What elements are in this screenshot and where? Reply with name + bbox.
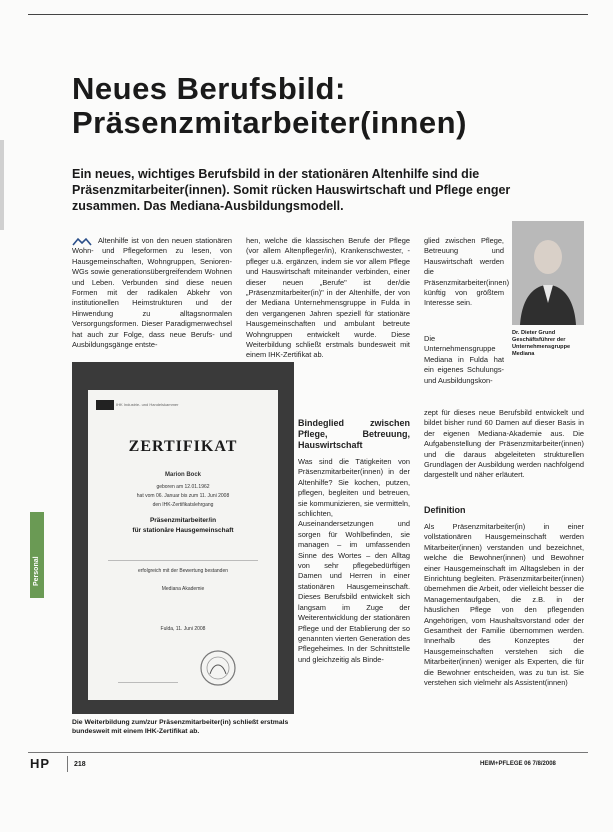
certificate-document [88,390,278,700]
certificate-title: ZERTIFIKAT [128,438,238,455]
certificate-signature-line [118,682,178,683]
column-2 [246,236,410,367]
col3-paragraph-3: zept für dieses neue Berufsbild entwickelt und bildet bisher rund 60 Damen auf dieser Basis in der eigenen Mediana-Akademie aus. Die Aufgabenstellung der Präsenzmitarbeiter(innen) und die daraus abgeleiteten strukturellen Grundlagen der Ausbildung werden nachfolgend dargestellt und näher erläutert. [424,408,584,480]
photo-caption-role: Geschäftsführer der Unternehmensgruppe Mediana [512,337,571,357]
top-rule [28,14,588,15]
col3-paragraph-2: Die Unternehmensgruppe Mediana in Fulda hat ein eigenes Schulungs- und Ausbildungskon- [424,334,504,385]
column-3-wide [424,408,584,487]
certificate-period: hat vom 06. Januar bis zum 11. Juni 2008 [136,493,230,499]
scan-edge-mark [0,140,4,230]
photo-caption [512,330,588,358]
footer-logo: HP [30,756,51,771]
column-3-definition [424,505,584,695]
column-3-mid [424,334,504,392]
certificate-place: Fulda, 11. Juni 2008 [160,626,206,632]
column-3-top [424,236,510,315]
section-heading-definition: Definition [424,505,466,515]
col2b-paragraph: Was sind die Tätigkeiten von Präsenzmitarbeiter(innen) in der Altenhilfe? Sie kochen, putzen, pflegen, begleiten und betreuen, sie kommunizieren, sie vermitteln, schlichten, Auseinandersetzungen und sorgen für Wohlbefinden, sie managen – im umfassenden Sinne des Wortes – den Alltag von sehr pflegebedürftigen Damen und Herren in einer stationären Hausgemeinschaft. Dieses Berufsbild entwickelt sich langsam im Zuge der Weiterentwicklung der stationären Pflege und der Etablierung der so genannten vierten Generation des Pflegeheimes. In der Schnittstelle und gleichzeitig als Binde- [298,457,410,664]
title-line-2: Präsenzmitarbeiter(innen) [72,105,467,140]
article-title [72,72,467,140]
col1-paragraph: Altenhilfe ist von den neuen stationären Wohn- und Pflegeformen zu lesen, von Hausgemeinschaften, Wohngruppen, Senioren-WGs sowie generationsübergreifendem Wohnen und Leben. Verbunden sind diese neuen Formen mit der radikalen Abkehr von institutionellen Heimstrukturen und der Hinwendung zu alltagsnormalen Versorgungsformen. Dieser Paradigmenwechsel hat auch zur Folge, dass neue Berufs- und Ausbildungsgänge entste- [72,236,232,350]
lead-paragraph: Ein neues, wichtiges Berufsbild in der stationären Altenhilfe sind die Präsenzmitarbeiter(innen). Somit rücken Hauswirtschaft und Pflege enger zusammen. Das Mediana-Ausbildungsmodell. [72,167,511,213]
certificate-seal-icon [198,648,238,688]
certificate-org: Mediana Akademie [161,586,205,592]
col2-paragraph: hen, welche die klassischen Berufe der Pflege (vor allem Altenpfleger/in), Krankenschwester, -pfleger u.ä. ergänzen, indem sie vor allem Pflege und Hauswirtschaft miteinander verbinden, einer dieser neuen „Berufe" ist der/die „Präsenzmitarbeiter(in)" in der Altenhilfe, der von der Mediana Unternehmensgruppe in Fulda in den vergangenen Jahren speziell für stationäre Hausgemeinschaften und ambulant betreute Wohngruppen entwickelt wurde. Diese Weiterbildung schließt erstmals bundesweit mit einem IHK-Zertifikat ab. [246,236,410,360]
portrait-photo [512,221,584,325]
certificate-logo-text: IHK Industrie- und Handelskammer [116,402,179,407]
photo-caption-name: Dr. Dieter Grund [512,330,556,336]
section-tab-label: Personal [33,556,40,586]
certificate-qualification-1: Präsenzmitarbeiter/in [149,517,217,524]
certificate-exam: den IHK-Zertifikatslehrgang [152,502,214,508]
section-tab [30,512,44,598]
column-2-section [298,418,410,671]
magazine-issue: HEIM+PFLEGE 06 7/8/2008 [480,761,556,767]
title-line-1: Neues Berufsbild: [72,71,346,106]
certificate-name: Marion Bock [164,472,201,478]
page-number: 218 [74,761,86,768]
ihk-logo-icon [96,400,114,410]
column-1 [72,236,232,356]
certificate-birth: geboren am 12.01.1962 [156,484,210,490]
certificate-result: erfolgreich mit der Bewertung bestanden [137,568,229,574]
footer-separator [67,756,68,772]
certificate-image [72,362,294,714]
certificate-qualification-2: für stationäre Hausgemeinschaft [132,527,234,534]
certificate-caption: Die Weiterbildung zum/zur Präsenzmitarbeiter(in) schließt erstmals bundesweit mit einem IHK-Zertifikat ab. [72,719,289,735]
portrait-figure-icon [512,221,584,325]
footer-rule [28,752,588,753]
col3-paragraph-1: glied zwischen Pflege, Betreuung und Hauswirtschaft werden die Präsenzmitarbeiter(innen) künftig von größtem Interesse sein. [424,236,510,308]
col3-paragraph-4: Als Präsenzmitarbeiter(in) in einer vollstationären Hausgemeinschaft werden Mitarbeiter(innen) verstanden und bezeichnet, welche die Bewohner(innen) und Bewohner einer Hausgemeinschaft im Alltagsleben in der Einrichtung begleiten. Präsenzmitarbeiter(innen) übernehmen die Arbeit, oder vielleicht besser die Managementaufgaben, die z.B. in der häuslichen Pflege von den pflegenden Angehörigen, vom Haushaltsvorstand oder der Gesamtheit der Familie übernommen werden. Innerhalb des Konzeptes der Hausgemeinschaften verstehen sich die Mitarbeiter(innen) weniger als Experten, die für die Bewohner entscheiden, was zu tun ist. Sie verstehen sich vielmehr als Assistent(innen) [424,522,584,688]
certificate-divider [108,560,258,561]
section-heading-bindeglied: Bindeglied zwischen Pflege, Betreuung, Hauswirtschaft [298,418,410,450]
